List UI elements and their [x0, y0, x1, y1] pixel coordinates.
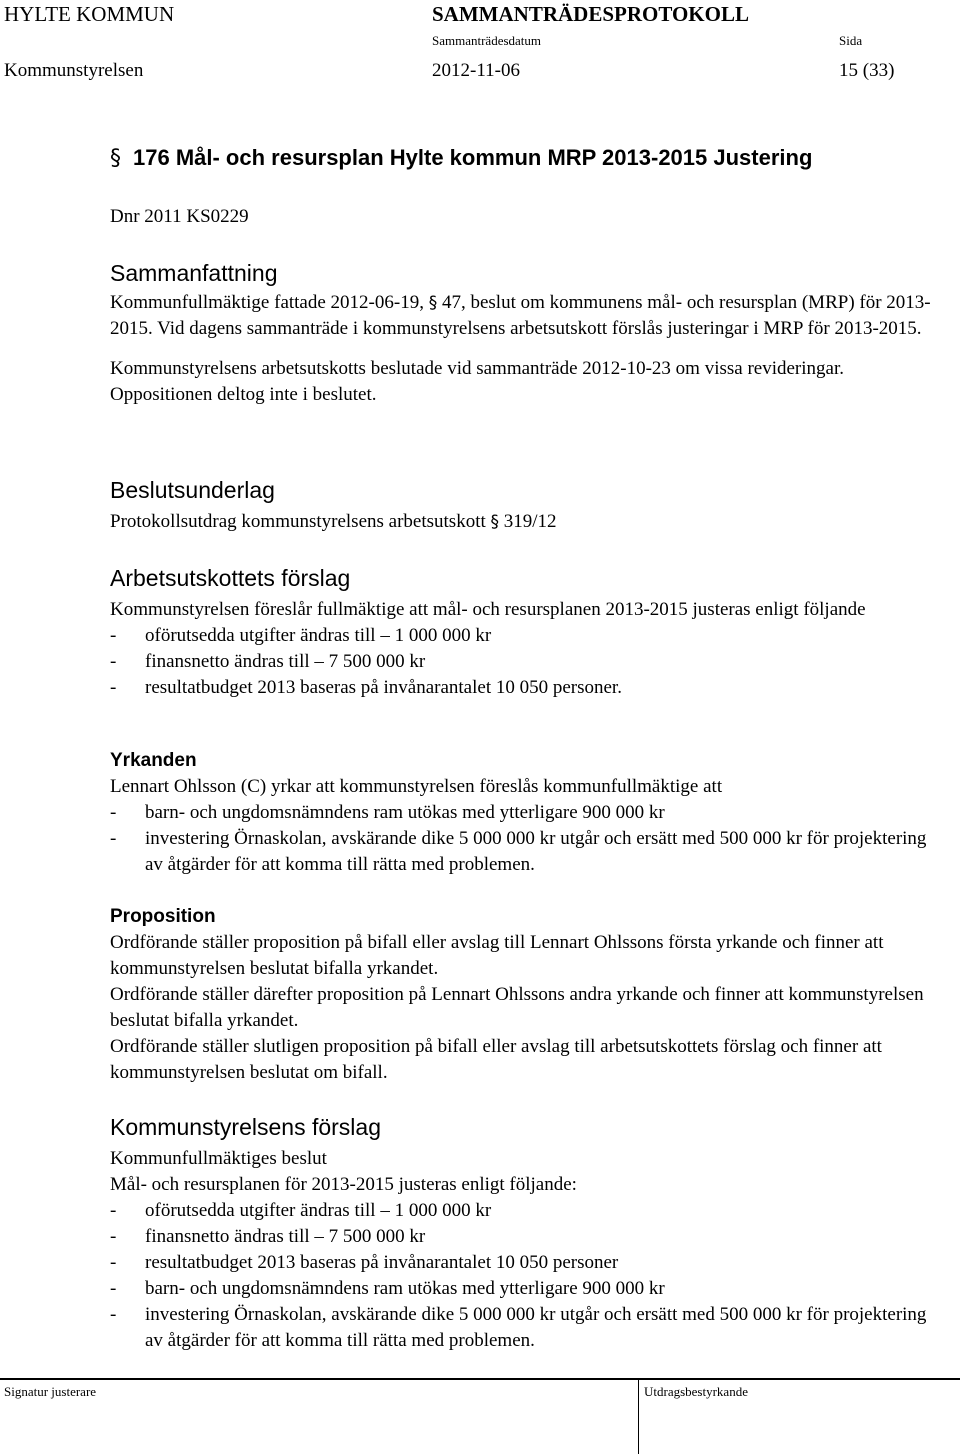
org-name: HYLTE KOMMUN — [4, 2, 175, 26]
list-item: - oförutsedda utgifter ändras till – 1 000 000 kr — [110, 1200, 492, 1221]
board-proposal-heading: Kommunstyrelsens förslag — [110, 1114, 381, 1140]
committee-proposal-intro: Kommunstyrelsen föreslår fullmäktige att mål- och resursplanen 2013-2015 justeras enligt följande — [110, 599, 866, 620]
list-item: - oförutsedda utgifter ändras till – 1 000 000 kr — [110, 625, 492, 646]
section-title — [110, 143, 930, 174]
paragraph-sign: § — [428, 293, 438, 313]
proposition-section — [110, 904, 940, 1086]
summary-paragraph-1: Kommunfullmäktige fattade 2012-06-19, § 47, beslut om kommunens mål- och resursplan (MRP) för 2013-2015. Vid dagens sammanträde i kommunstyrelsens arbetsutskott förslås justeringar i MRP för 2013-2015. — [110, 292, 931, 339]
list-item: - resultatbudget 2013 baseras på invånarantalet 10 050 personer — [110, 1252, 619, 1273]
doc-title: SAMMANTRÄDESPROTOKOLL — [432, 2, 749, 26]
list-item: - barn- och ungdomsnämndens ram utökas med ytterligare 900 000 kr — [110, 1278, 665, 1299]
footer-divider — [0, 1378, 960, 1380]
page-label: Sida — [839, 33, 863, 48]
proposition-paragraph-1: Ordförande ställer proposition på bifall eller avslag till Lennart Ohlssons första yrkande och finner att kommunstyrelsen beslutat bifalla yrkandet. — [110, 932, 884, 979]
proposition-heading: Proposition — [110, 906, 216, 927]
section-dnr: Dnr 2011 KS0229 — [110, 206, 249, 227]
motions-heading: Yrkanden — [110, 750, 197, 771]
certification-label: Utdragsbestyrkande — [644, 1384, 748, 1399]
list-item: - investering Örnaskolan, avskärande dike 5 000 000 kr utgår och ersätt med 500 000 kr för projektering av åtgärder för att komma till rätta med problemen. — [110, 828, 927, 875]
list-item: - barn- och ungdomsnämndens ram utökas med ytterligare 900 000 kr — [110, 802, 665, 823]
meeting-date: 2012-11-06 — [432, 60, 520, 81]
decision-basis-heading: Beslutsunderlag — [110, 477, 275, 503]
proposition-paragraph-3: Ordförande ställer slutligen proposition på bifall eller avslag till arbetsutskottets förslag och finner att kommunstyrelsen beslutat om bifall. — [110, 1036, 882, 1083]
signature-label: Signatur justerare — [4, 1384, 97, 1399]
board-proposal-intro: Mål- och resursplanen för 2013-2015 justeras enligt följande: — [110, 1174, 577, 1195]
page-number: 15 (33) — [839, 60, 895, 81]
decision-basis-section — [110, 475, 940, 535]
section-title-text: 176 Mål- och resursplan Hylte kommun MRP 2013-2015 Justering — [133, 145, 813, 170]
motions-intro: Lennart Ohlsson (C) yrkar att kommunstyrelsen föreslås kommunfullmäktige att — [110, 776, 723, 797]
list-item: - finansnetto ändras till – 7 500 000 kr — [110, 651, 426, 672]
summary-paragraph-2: Kommunstyrelsens arbetsutskotts beslutade vid sammanträde 2012-10-23 om vissa revideringar. Oppositionen deltog inte i beslutet. — [110, 358, 844, 405]
paragraph-sign: § — [110, 146, 121, 171]
list-item: - finansnetto ändras till – 7 500 000 kr — [110, 1226, 426, 1247]
summary-heading: Sammanfattning — [110, 260, 278, 286]
body-name: Kommunstyrelsen — [4, 60, 144, 81]
motions-section — [110, 748, 940, 878]
decision-basis-text: Protokollsutdrag kommunstyrelsens arbetsutskott § 319/12 — [110, 511, 557, 532]
footer-column-divider — [638, 1378, 639, 1454]
proposition-paragraph-2: Ordförande ställer därefter proposition på Lennart Ohlssons andra yrkande och finner att kommunstyrelsen beslutat bifalla yrkandet. — [110, 984, 924, 1031]
committee-proposal-section — [110, 563, 940, 701]
paragraph-sign: § — [490, 512, 500, 532]
summary-section — [110, 258, 940, 408]
board-proposal-section — [110, 1112, 940, 1354]
board-proposal-sub: Kommunfullmäktiges beslut — [110, 1148, 327, 1169]
list-item: - resultatbudget 2013 baseras på invånarantalet 10 050 personer. — [110, 677, 622, 698]
date-label: Sammanträdesdatum — [432, 33, 542, 48]
committee-proposal-heading: Arbetsutskottets förslag — [110, 565, 351, 591]
list-item: - investering Örnaskolan, avskärande dike 5 000 000 kr utgår och ersätt med 500 000 kr för projektering av åtgärder för att komma till rätta med problemen. — [110, 1304, 927, 1351]
